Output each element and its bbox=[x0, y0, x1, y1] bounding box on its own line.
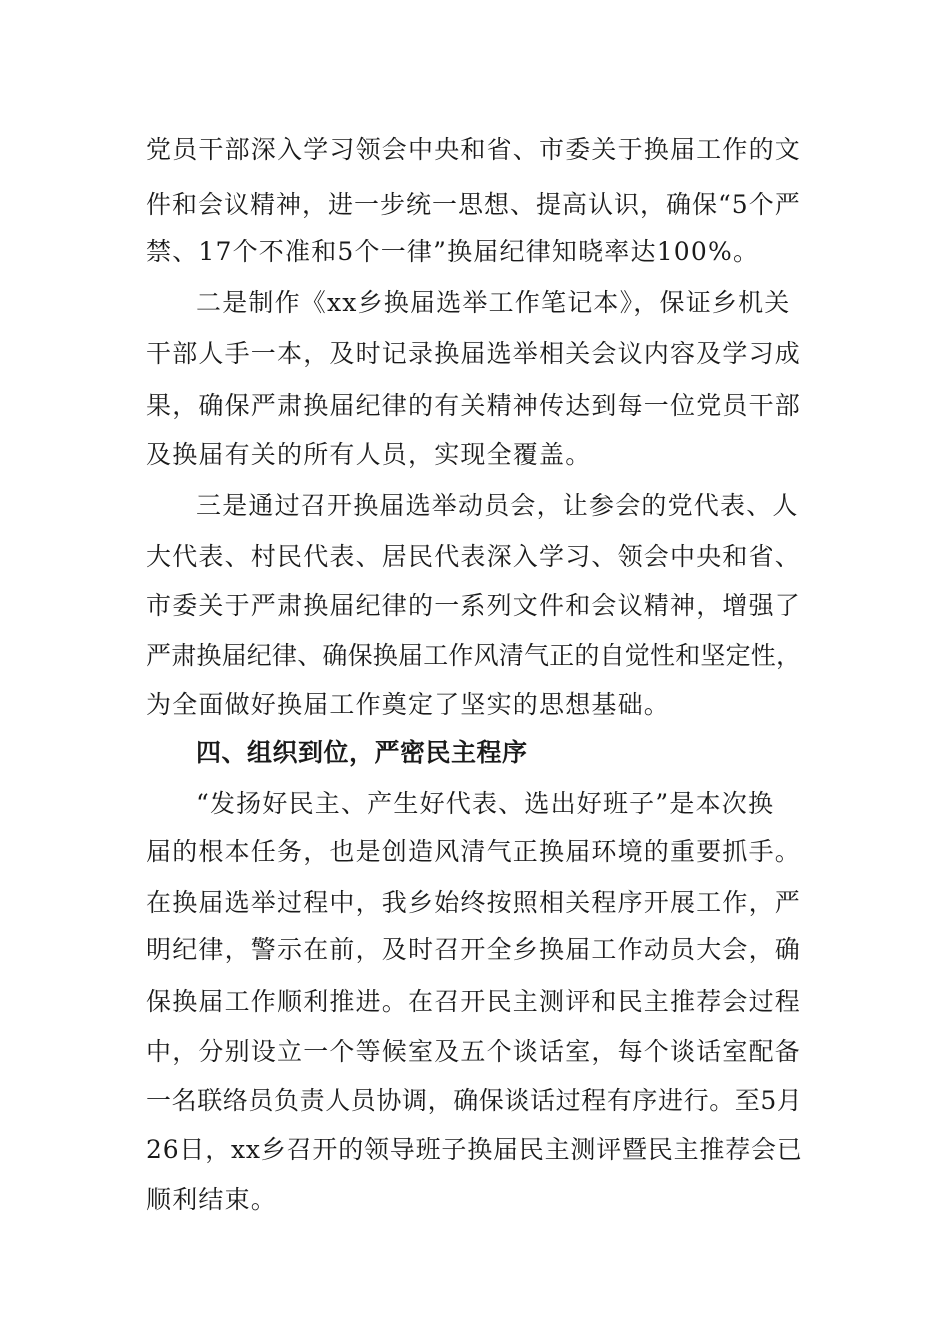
text-line: 及换届有关的所有人员，实现全覆盖。 bbox=[146, 440, 592, 469]
paragraph-first-line: “发扬好民主、产生好代表、选出好班子”是本次换 bbox=[196, 789, 775, 818]
text-line: 明纪律，警示在前，及时召开全乡换届工作动员大会，确 bbox=[146, 935, 802, 964]
paragraph-first-line: 二是制作《xx乡换届选举工作笔记本》，保证乡机关 bbox=[196, 288, 791, 317]
text-line: 顺利结束。 bbox=[146, 1185, 278, 1214]
text-line: 26日，xx乡召开的领导班子换届民主测评暨民主推荐会已 bbox=[146, 1135, 803, 1164]
text-line: 果，确保严肃换届纪律的有关精神传达到每一位党员干部 bbox=[146, 391, 802, 420]
text-line: 件和会议精神，进一步统一思想、提高认识，确保“5个严 bbox=[146, 190, 801, 219]
text-line: 保换届工作顺利推进。在召开民主测评和民主推荐会过程 bbox=[146, 987, 802, 1016]
text-line: 禁、17个不准和5个一律”换届纪律知晓率达100%。 bbox=[146, 237, 760, 266]
text-line: 大代表、村民代表、居民代表深入学习、领会中央和省、 bbox=[146, 542, 802, 571]
text-line: 市委关于严肃换届纪律的一系列文件和会议精神，增强了 bbox=[146, 591, 802, 620]
text-line: 严肃换届纪律、确保换届工作风清气正的自觉性和坚定性， bbox=[146, 641, 802, 670]
text-line: 在换届选举过程中，我乡始终按照相关程序开展工作，严 bbox=[146, 888, 802, 917]
section-heading: 四、组织到位，严密民主程序 bbox=[196, 738, 528, 767]
text-line: 一名联络员负责人员协调，确保谈话过程有序进行。至5月 bbox=[146, 1086, 803, 1115]
text-line: 党员干部深入学习领会中央和省、市委关于换届工作的文 bbox=[146, 135, 802, 164]
text-line: 为全面做好换届工作奠定了坚实的思想基础。 bbox=[146, 690, 671, 719]
text-line: 届的根本任务，也是创造风清气正换届环境的重要抓手。 bbox=[146, 837, 802, 866]
paragraph-first-line: 三是通过召开换届选举动员会，让参会的党代表、人 bbox=[196, 491, 799, 520]
text-line: 中，分别设立一个等候室及五个谈话室，每个谈话室配备 bbox=[146, 1037, 802, 1066]
text-line: 干部人手一本，及时记录换届选举相关会议内容及学习成 bbox=[146, 339, 802, 368]
